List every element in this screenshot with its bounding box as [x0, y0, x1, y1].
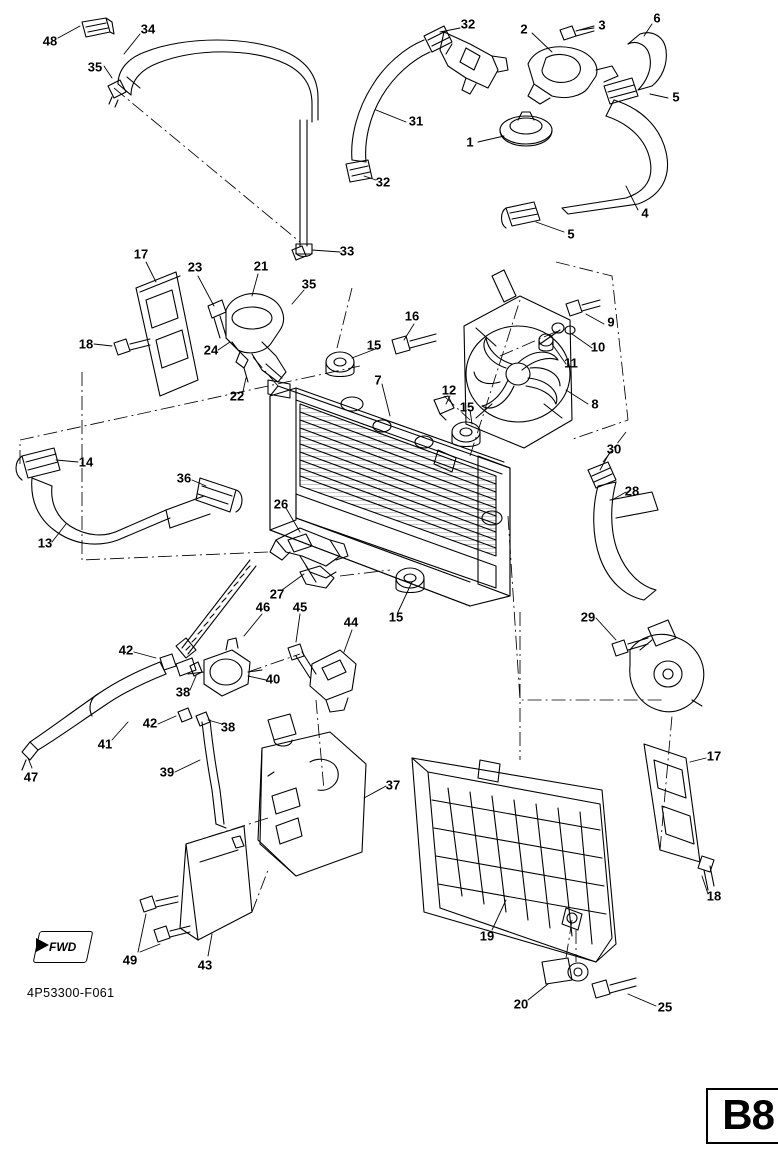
callout-29: 29	[580, 609, 596, 625]
part-44-bracket	[310, 650, 356, 712]
callout-1: 1	[466, 134, 474, 150]
callout-15-b: 15	[459, 399, 475, 415]
callout-17-right: 17	[706, 748, 722, 764]
callout-13: 13	[37, 535, 53, 551]
callout-39: 39	[159, 764, 175, 780]
callout-45: 45	[292, 599, 308, 615]
part-39-tube	[202, 720, 226, 828]
part-8-fan	[464, 270, 572, 448]
callout-8: 8	[591, 396, 599, 412]
callout-12: 12	[441, 382, 457, 398]
callout-38-b: 38	[220, 719, 236, 735]
callout-48: 48	[42, 33, 58, 49]
part-35-clamp-left	[108, 80, 126, 107]
diagram-part-code: 4P53300-F061	[27, 986, 115, 1000]
callout-16: 16	[404, 308, 420, 324]
callout-42-b: 42	[142, 715, 158, 731]
callout-43: 43	[197, 957, 213, 973]
part-31-hose	[352, 40, 430, 162]
part-36-pipe	[166, 496, 210, 528]
part-13-hose	[32, 478, 170, 544]
part-33-clamp	[292, 246, 306, 260]
part-37-reservoir	[258, 714, 366, 876]
callout-22: 22	[229, 388, 245, 404]
part-32-clamp-lower	[346, 160, 372, 182]
callout-26: 26	[273, 496, 289, 512]
callout-41: 41	[97, 736, 113, 752]
callout-32-upper: 32	[460, 16, 476, 32]
callout-25: 25	[657, 999, 673, 1015]
callout-9: 9	[607, 314, 615, 330]
part-19-cooler	[412, 758, 616, 962]
callout-40: 40	[265, 671, 281, 687]
callout-44: 44	[343, 614, 359, 630]
callout-19: 19	[479, 928, 495, 944]
callout-32-lower: 32	[375, 174, 391, 190]
part-21-filler-neck	[226, 294, 286, 382]
callout-15-c: 15	[388, 609, 404, 625]
part-27-bracket	[300, 566, 334, 588]
callout-28: 28	[624, 483, 640, 499]
part-33-pipe	[296, 120, 312, 257]
part-36-clamp	[196, 478, 242, 512]
part-5-clamp-upper	[604, 78, 638, 104]
callout-4: 4	[641, 205, 649, 221]
callout-31: 31	[408, 113, 424, 129]
callout-34: 34	[140, 21, 156, 37]
fwd-badge	[33, 931, 94, 963]
part-5-clamp-lower	[502, 202, 541, 228]
callout-3: 3	[598, 17, 606, 33]
callout-18-left: 18	[78, 336, 94, 352]
callout-7: 7	[374, 372, 382, 388]
callout-36: 36	[176, 470, 192, 486]
part-6-hose	[628, 33, 666, 90]
callout-21: 21	[253, 258, 269, 274]
callout-10: 10	[590, 339, 606, 355]
callout-46: 46	[255, 599, 271, 615]
part-34-hose	[118, 40, 318, 122]
part-1-thermostat	[500, 112, 552, 146]
page-tab	[706, 1088, 778, 1144]
part-45-bolt	[288, 644, 316, 678]
callout-33: 33	[339, 243, 355, 259]
part-42-clamp-b	[178, 708, 192, 722]
callout-42-a: 42	[118, 642, 134, 658]
callout-5-upper: 5	[672, 89, 680, 105]
part-38-clip-b	[196, 712, 210, 726]
callout-35-left: 35	[87, 59, 103, 75]
callout-35-right: 35	[301, 276, 317, 292]
part-9-bolt	[566, 300, 600, 316]
callout-38-a: 38	[175, 684, 191, 700]
callout-18-right: 18	[706, 888, 722, 904]
fwd-badge-label: FWD	[49, 940, 77, 954]
part-40-valve	[188, 638, 262, 696]
part-18-bolt-right	[698, 856, 714, 890]
callout-15-a: 15	[366, 337, 382, 353]
callout-17-left: 17	[133, 246, 149, 262]
part-3-bolt	[560, 26, 594, 40]
part-22-valve	[236, 352, 248, 382]
part-49-bolt-a	[140, 896, 178, 912]
part-47-end	[22, 742, 38, 770]
part-20-collar	[542, 958, 588, 984]
part-thermo-sensor	[440, 32, 508, 94]
part-15-grommet-c	[396, 568, 424, 593]
part-49-bolt-b	[154, 926, 190, 942]
callout-24: 24	[203, 342, 219, 358]
callout-6: 6	[653, 10, 661, 26]
part-48-clamp	[82, 18, 114, 37]
part-16-bolt	[392, 334, 436, 354]
callout-27: 27	[269, 586, 285, 602]
callout-30: 30	[606, 441, 622, 457]
part-4-hose	[562, 100, 668, 214]
part-14-clamp	[16, 448, 60, 480]
part-23-cap	[208, 300, 226, 338]
callout-47: 47	[23, 769, 39, 785]
callout-37: 37	[385, 777, 401, 793]
part-2-thermostat-housing	[528, 47, 618, 104]
page-tab-label: B8	[722, 1091, 774, 1138]
callout-14: 14	[78, 454, 94, 470]
part-15-grommet-b	[452, 422, 480, 447]
callout-5-lower: 5	[567, 226, 575, 242]
callout-11: 11	[564, 355, 578, 371]
part-18-bolt-left	[114, 339, 150, 355]
part-24-spring	[226, 338, 240, 352]
callout-49: 49	[122, 952, 138, 968]
part-32-clamp-upper	[424, 26, 452, 52]
part-12-clip	[434, 396, 454, 420]
part-17-bracket-left	[136, 272, 198, 396]
callout-2: 2	[520, 21, 528, 37]
callout-23: 23	[187, 259, 203, 275]
part-43-cover	[180, 826, 252, 940]
part-28-hose	[594, 482, 658, 600]
callout-20: 20	[513, 996, 529, 1012]
